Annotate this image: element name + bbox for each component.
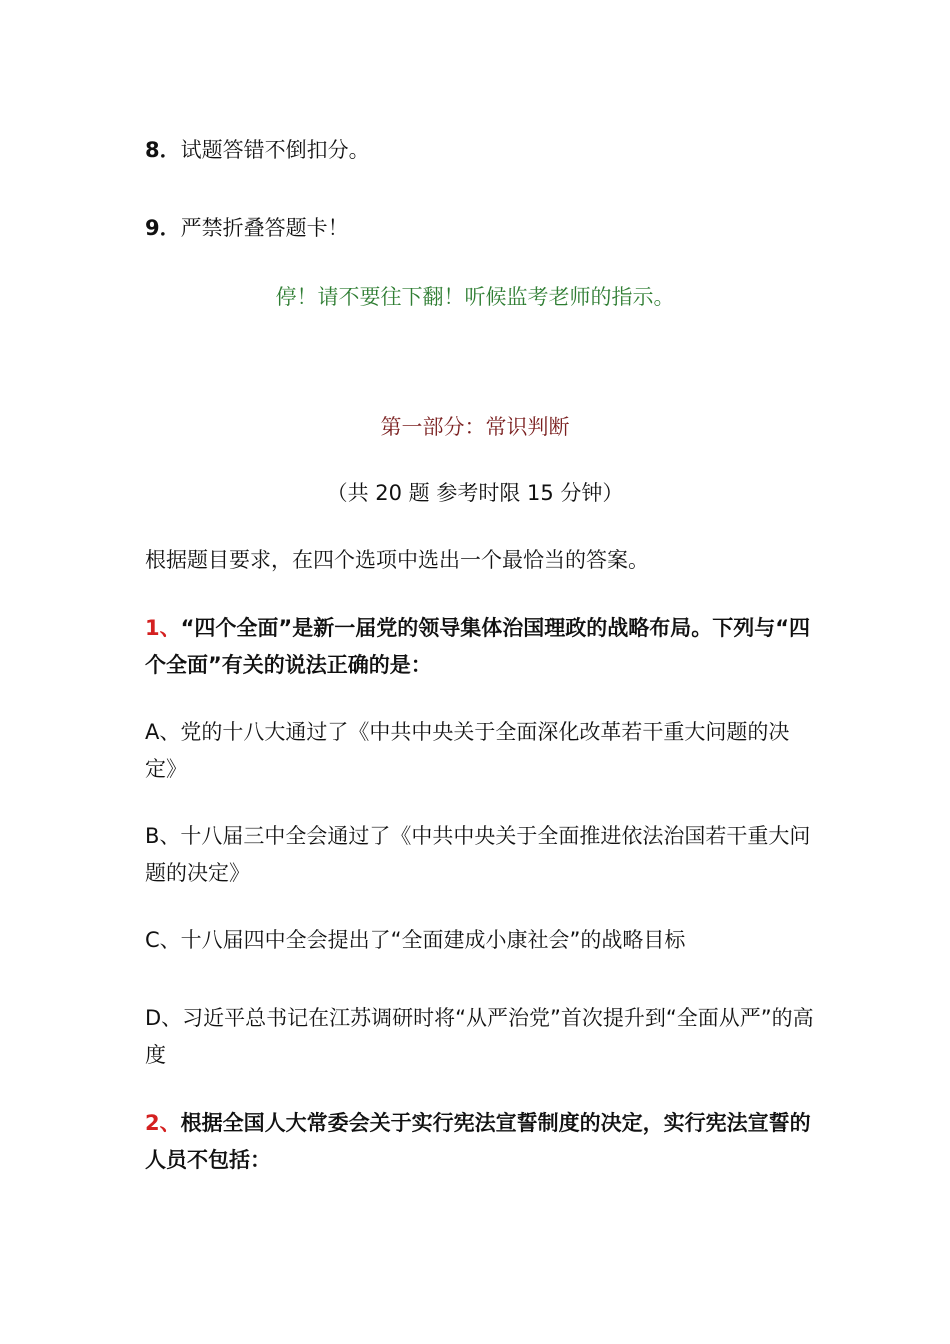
section-subtitle: （共 20 题 参考时限 15 分钟） bbox=[326, 481, 624, 505]
question-number: 2、 bbox=[145, 1111, 181, 1135]
question-stem: “四个全面”是新一届党的领导集体治国理政的战略布局。下列与“四个全面”有关的说法正确的是： bbox=[145, 616, 811, 677]
rule-item-9 bbox=[145, 211, 349, 245]
question-number: 1、 bbox=[145, 616, 181, 640]
option-d: D、习近平总书记在江苏调研时将“从严治党”首次提升到“全面从严”的高度 bbox=[145, 1006, 814, 1067]
rule-number: 8． bbox=[145, 138, 181, 162]
section-title: 第一部分：常识判断 bbox=[380, 415, 570, 439]
option-a: A、党的十八大通过了《中共中央关于全面深化改革若干重大问题的决定》 bbox=[145, 720, 790, 781]
rule-item-8 bbox=[145, 133, 370, 167]
question-2 bbox=[145, 1105, 815, 1179]
option-b: B、十八届三中全会通过了《中共中央关于全面推进依法治国若干重大问题的决定》 bbox=[145, 824, 811, 885]
question-stem: 根据全国人大常委会关于实行宪法宣誓制度的决定，实行宪法宣誓的人员不包括： bbox=[145, 1111, 811, 1172]
stop-notice: 停！请不要往下翻！听候监考老师的指示。 bbox=[275, 285, 675, 309]
section-instruction: 根据题目要求，在四个选项中选出一个最恰当的答案。 bbox=[145, 548, 649, 572]
rule-text: 严禁折叠答题卡！ bbox=[180, 216, 349, 240]
option-c: C、十八届四中全会提出了“全面建成小康社会”的战略目标 bbox=[145, 928, 686, 952]
rule-text: 试题答错不倒扣分。 bbox=[180, 138, 370, 162]
rule-number: 9． bbox=[145, 216, 181, 240]
question-1 bbox=[145, 610, 815, 684]
